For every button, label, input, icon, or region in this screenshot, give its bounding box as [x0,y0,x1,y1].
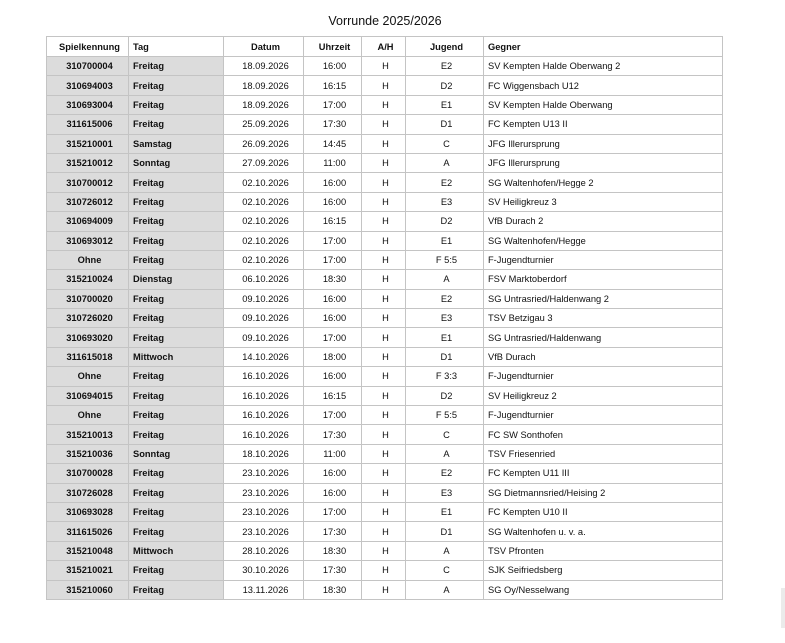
datum-cell: 18.10.2026 [224,444,304,463]
ah-cell: H [362,347,406,366]
datum-cell: 02.10.2026 [224,250,304,269]
gegner-cell: SG Untrasried/Haldenwang 2 [484,289,723,308]
spielkennung-cell: 310726020 [47,309,129,328]
tag-cell: Freitag [129,192,224,211]
datum-cell: 30.10.2026 [224,561,304,580]
ah-cell: H [362,192,406,211]
gegner-cell: TSV Pfronten [484,541,723,560]
header-row [47,37,723,57]
ah-cell: H [362,153,406,172]
column-header-jugend: Jugend [406,37,484,57]
tag-cell: Freitag [129,561,224,580]
jugend-cell: E2 [406,173,484,192]
uhrzeit-cell: 17:00 [304,328,362,347]
tag-cell: Freitag [129,367,224,386]
tag-cell: Freitag [129,502,224,521]
jugend-cell: D2 [406,76,484,95]
table-row [47,95,723,114]
table-row [47,212,723,231]
gegner-cell: FC Wiggensbach U12 [484,76,723,95]
table-row [47,347,723,366]
ah-cell: H [362,328,406,347]
jugend-cell: E2 [406,289,484,308]
gegner-cell: SG Waltenhofen u. v. a. [484,522,723,541]
ah-cell: H [362,134,406,153]
table-row [47,289,723,308]
uhrzeit-cell: 16:00 [304,309,362,328]
table-row [47,580,723,599]
datum-cell: 02.10.2026 [224,192,304,211]
ah-cell: H [362,250,406,269]
spielkennung-cell: 311615026 [47,522,129,541]
table-row [47,115,723,134]
spielkennung-cell: 315210036 [47,444,129,463]
datum-cell: 09.10.2026 [224,328,304,347]
ah-cell: H [362,406,406,425]
jugend-cell: D1 [406,522,484,541]
datum-cell: 09.10.2026 [224,289,304,308]
ah-cell: H [362,115,406,134]
uhrzeit-cell: 18:00 [304,347,362,366]
jugend-cell: F 3:3 [406,367,484,386]
table-row [47,561,723,580]
spielkennung-cell: 315210021 [47,561,129,580]
ah-cell: H [362,464,406,483]
ah-cell: H [362,212,406,231]
datum-cell: 26.09.2026 [224,134,304,153]
uhrzeit-cell: 17:30 [304,561,362,580]
tag-cell: Freitag [129,250,224,269]
gegner-cell: FC Kempten U13 II [484,115,723,134]
table-row [47,231,723,250]
ah-cell: H [362,173,406,192]
tag-cell: Samstag [129,134,224,153]
jugend-cell: E2 [406,464,484,483]
ah-cell: H [362,367,406,386]
tag-cell: Freitag [129,386,224,405]
spielkennung-cell: 315210024 [47,270,129,289]
gegner-cell: TSV Friesenried [484,444,723,463]
ah-cell: H [362,444,406,463]
table-row [47,444,723,463]
jugend-cell: F 5:5 [406,250,484,269]
tag-cell: Freitag [129,522,224,541]
gegner-cell: VfB Durach [484,347,723,366]
gegner-cell: F-Jugendturnier [484,250,723,269]
table-row [47,153,723,172]
spielkennung-cell: 310693028 [47,502,129,521]
table-row [47,250,723,269]
datum-cell: 25.09.2026 [224,115,304,134]
spielkennung-cell: 310693004 [47,95,129,114]
table-row [47,483,723,502]
tag-cell: Freitag [129,76,224,95]
table-row [47,328,723,347]
gegner-cell: SV Heiligkreuz 3 [484,192,723,211]
datum-cell: 13.11.2026 [224,580,304,599]
datum-cell: 09.10.2026 [224,309,304,328]
column-header-spielkennung: Spielkennung [47,37,129,57]
jugend-cell: E2 [406,57,484,76]
jugend-cell: E3 [406,483,484,502]
table-row [47,309,723,328]
gegner-cell: SG Waltenhofen/Hegge 2 [484,173,723,192]
gegner-cell: JFG Illerursprung [484,134,723,153]
spielkennung-cell: 311615018 [47,347,129,366]
gegner-cell: SG Oy/Nesselwang [484,580,723,599]
spielkennung-cell: 310700020 [47,289,129,308]
uhrzeit-cell: 11:00 [304,444,362,463]
gegner-cell: SV Heiligkreuz 2 [484,386,723,405]
column-header-datum: Datum [224,37,304,57]
ah-cell: H [362,76,406,95]
schedule-table [46,36,723,600]
spielkennung-cell: 310726028 [47,483,129,502]
uhrzeit-cell: 16:15 [304,386,362,405]
gegner-cell: SJK Seifriedsberg [484,561,723,580]
datum-cell: 06.10.2026 [224,270,304,289]
uhrzeit-cell: 17:00 [304,231,362,250]
ah-cell: H [362,309,406,328]
spielkennung-cell: 310694003 [47,76,129,95]
table-row [47,192,723,211]
jugend-cell: D1 [406,347,484,366]
gegner-cell: SV Kempten Halde Oberwang [484,95,723,114]
ah-cell: H [362,580,406,599]
page-edge-shadow [781,588,785,628]
uhrzeit-cell: 16:00 [304,192,362,211]
jugend-cell: D1 [406,115,484,134]
jugend-cell: E3 [406,309,484,328]
gegner-cell: SV Kempten Halde Oberwang 2 [484,57,723,76]
jugend-cell: C [406,425,484,444]
ah-cell: H [362,425,406,444]
spielkennung-cell: 310693012 [47,231,129,250]
uhrzeit-cell: 17:00 [304,95,362,114]
uhrzeit-cell: 17:00 [304,406,362,425]
table-row [47,367,723,386]
datum-cell: 16.10.2026 [224,406,304,425]
schedule-body [47,57,723,600]
tag-cell: Freitag [129,95,224,114]
uhrzeit-cell: 17:30 [304,115,362,134]
datum-cell: 18.09.2026 [224,57,304,76]
tag-cell: Sonntag [129,153,224,172]
ah-cell: H [362,289,406,308]
ah-cell: H [362,522,406,541]
jugend-cell: A [406,270,484,289]
spielkennung-cell: 310700012 [47,173,129,192]
jugend-cell: C [406,134,484,153]
tag-cell: Freitag [129,464,224,483]
gegner-cell: VfB Durach 2 [484,212,723,231]
spielkennung-cell: 310726012 [47,192,129,211]
tag-cell: Freitag [129,115,224,134]
tag-cell: Freitag [129,289,224,308]
column-header-tag: Tag [129,37,224,57]
ah-cell: H [362,57,406,76]
datum-cell: 16.10.2026 [224,425,304,444]
spielkennung-cell: Ohne [47,406,129,425]
spielkennung-cell: 315210048 [47,541,129,560]
uhrzeit-cell: 18:30 [304,541,362,560]
datum-cell: 16.10.2026 [224,386,304,405]
jugend-cell: A [406,444,484,463]
uhrzeit-cell: 17:30 [304,425,362,444]
spielkennung-cell: 310700028 [47,464,129,483]
tag-cell: Mittwoch [129,347,224,366]
jugend-cell: E3 [406,192,484,211]
tag-cell: Freitag [129,406,224,425]
gegner-cell: F-Jugendturnier [484,406,723,425]
gegner-cell: SG Untrasried/Haldenwang [484,328,723,347]
gegner-cell: TSV Betzigau 3 [484,309,723,328]
datum-cell: 02.10.2026 [224,173,304,192]
table-row [47,270,723,289]
table-row [47,134,723,153]
spielkennung-cell: Ohne [47,367,129,386]
uhrzeit-cell: 16:00 [304,483,362,502]
uhrzeit-cell: 16:00 [304,464,362,483]
jugend-cell: C [406,561,484,580]
gegner-cell: FSV Marktoberdorf [484,270,723,289]
column-header-gegner: Gegner [484,37,723,57]
ah-cell: H [362,386,406,405]
uhrzeit-cell: 17:00 [304,502,362,521]
datum-cell: 23.10.2026 [224,483,304,502]
datum-cell: 16.10.2026 [224,367,304,386]
uhrzeit-cell: 16:15 [304,212,362,231]
gegner-cell: FC SW Sonthofen [484,425,723,444]
column-header-uhrzeit: Uhrzeit [304,37,362,57]
spielkennung-cell: 315210001 [47,134,129,153]
datum-cell: 23.10.2026 [224,464,304,483]
spielkennung-cell: 310693020 [47,328,129,347]
jugend-cell: A [406,153,484,172]
spielkennung-cell: 310694009 [47,212,129,231]
jugend-cell: D2 [406,386,484,405]
tag-cell: Freitag [129,580,224,599]
ah-cell: H [362,502,406,521]
uhrzeit-cell: 18:30 [304,270,362,289]
gegner-cell: JFG Illerursprung [484,153,723,172]
ah-cell: H [362,541,406,560]
table-row [47,541,723,560]
tag-cell: Freitag [129,309,224,328]
uhrzeit-cell: 14:45 [304,134,362,153]
tag-cell: Freitag [129,212,224,231]
gegner-cell: FC Kempten U11 III [484,464,723,483]
table-row [47,386,723,405]
ah-cell: H [362,95,406,114]
gegner-cell: FC Kempten U10 II [484,502,723,521]
tag-cell: Freitag [129,231,224,250]
datum-cell: 14.10.2026 [224,347,304,366]
jugend-cell: A [406,580,484,599]
table-row [47,425,723,444]
ah-cell: H [362,231,406,250]
datum-cell: 02.10.2026 [224,212,304,231]
ah-cell: H [362,270,406,289]
uhrzeit-cell: 11:00 [304,153,362,172]
spielkennung-cell: 311615006 [47,115,129,134]
spielkennung-cell: 315210060 [47,580,129,599]
spielkennung-cell: 310694015 [47,386,129,405]
spielkennung-cell: Ohne [47,250,129,269]
datum-cell: 23.10.2026 [224,522,304,541]
tag-cell: Freitag [129,425,224,444]
uhrzeit-cell: 17:00 [304,250,362,269]
jugend-cell: E1 [406,328,484,347]
page-title: Vorrunde 2025/2026 [328,14,442,28]
ah-cell: H [362,561,406,580]
ah-cell: H [362,483,406,502]
tag-cell: Sonntag [129,444,224,463]
tag-cell: Freitag [129,328,224,347]
datum-cell: 02.10.2026 [224,231,304,250]
uhrzeit-cell: 16:00 [304,367,362,386]
jugend-cell: E1 [406,502,484,521]
tag-cell: Freitag [129,483,224,502]
gegner-cell: SG Dietmannsried/Heising 2 [484,483,723,502]
tag-cell: Freitag [129,57,224,76]
jugend-cell: A [406,541,484,560]
gegner-cell: SG Waltenhofen/Hegge [484,231,723,250]
tag-cell: Freitag [129,173,224,192]
uhrzeit-cell: 16:00 [304,289,362,308]
column-header-ah: A/H [362,37,406,57]
table-row [47,173,723,192]
tag-cell: Dienstag [129,270,224,289]
table-row [47,502,723,521]
table-row [47,57,723,76]
uhrzeit-cell: 18:30 [304,580,362,599]
jugend-cell: E1 [406,231,484,250]
table-row [47,464,723,483]
uhrzeit-cell: 17:30 [304,522,362,541]
table-row [47,522,723,541]
datum-cell: 28.10.2026 [224,541,304,560]
datum-cell: 18.09.2026 [224,76,304,95]
spielkennung-cell: 310700004 [47,57,129,76]
table-row [47,76,723,95]
datum-cell: 23.10.2026 [224,502,304,521]
uhrzeit-cell: 16:15 [304,76,362,95]
gegner-cell: F-Jugendturnier [484,367,723,386]
uhrzeit-cell: 16:00 [304,173,362,192]
jugend-cell: E1 [406,95,484,114]
datum-cell: 18.09.2026 [224,95,304,114]
jugend-cell: D2 [406,212,484,231]
table-row [47,406,723,425]
uhrzeit-cell: 16:00 [304,57,362,76]
jugend-cell: F 5:5 [406,406,484,425]
spielkennung-cell: 315210012 [47,153,129,172]
datum-cell: 27.09.2026 [224,153,304,172]
tag-cell: Mittwoch [129,541,224,560]
spielkennung-cell: 315210013 [47,425,129,444]
